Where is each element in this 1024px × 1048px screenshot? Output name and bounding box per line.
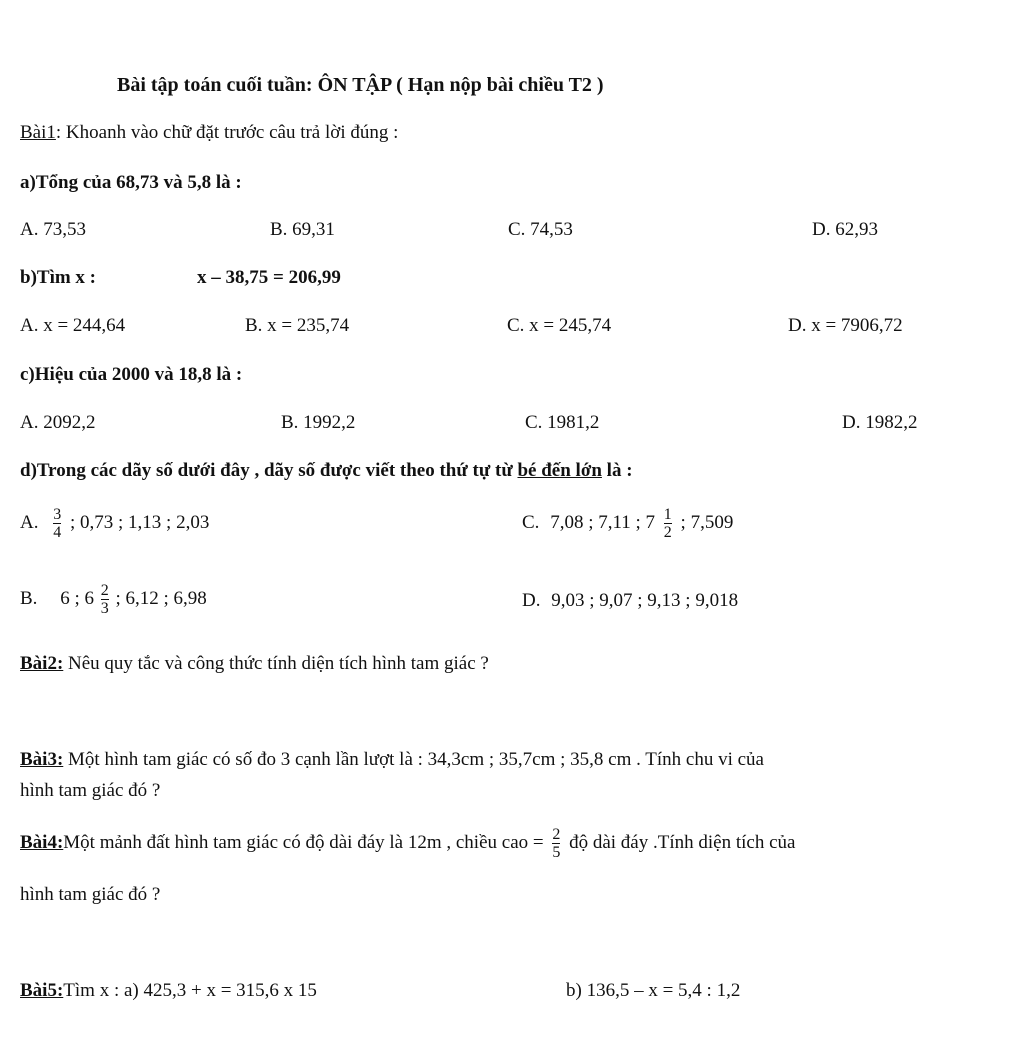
bai4-label: Bài4:	[20, 831, 64, 853]
bai4	[20, 826, 795, 861]
option-d-A-rest: ; 0,73 ; 1,13 ; 2,03	[69, 511, 210, 533]
bai5-part-a: Tìm x : a) 425,3 + x = 315,6 x 15	[63, 980, 317, 1001]
option-d-B-rest: ; 6,12 ; 6,98	[115, 587, 207, 609]
option-b-C[interactable]: C. x = 245,74	[507, 315, 612, 336]
bai3-text: Một hình tam giác có số đo 3 cạnh lần lượt là : 34,3cm ; 35,7cm ; 35,8 cm . Tính chu vi của	[63, 749, 764, 770]
bai3-label: Bài3:	[20, 749, 64, 770]
option-a-C[interactable]: C. 74,53	[508, 219, 573, 240]
question-b-equation: x – 38,75 = 206,99	[197, 267, 341, 288]
bai1-heading	[20, 122, 398, 144]
option-d-A-letter: A.	[20, 511, 39, 533]
option-d-C-pre: 7,08 ; 7,11 ; 7	[550, 511, 656, 533]
question-a: a)Tổng của 68,73 và 5,8 là :	[20, 172, 242, 193]
option-c-B[interactable]: B. 1992,2	[281, 412, 356, 433]
option-b-A[interactable]: A. x = 244,64	[20, 315, 126, 336]
option-c-C[interactable]: C. 1981,2	[525, 412, 600, 433]
option-d-B-frac-num: 2	[100, 582, 109, 599]
option-d-C-frac-den: 2	[663, 524, 672, 541]
bai3-line2: hình tam giác đó ?	[20, 780, 161, 801]
bai4-text-pre: Một mảnh đất hình tam giác có độ dài đáy là 12m , chiều cao =	[63, 831, 544, 853]
bai4-line2: hình tam giác đó ?	[20, 884, 161, 905]
bai4-text-post: độ dài đáy .Tính diện tích của	[569, 831, 796, 853]
option-c-D[interactable]: D. 1982,2	[842, 412, 918, 433]
option-b-B[interactable]: B. x = 235,74	[245, 315, 350, 336]
question-d	[20, 460, 633, 482]
bai5-part-b: b) 136,5 – x = 5,4 : 1,2	[566, 980, 741, 1001]
option-d-A-frac-den: 4	[53, 524, 62, 541]
option-d-B[interactable]	[20, 582, 207, 617]
option-d-A-fraction	[53, 506, 61, 541]
bai5-label: Bài5:	[20, 980, 64, 1001]
option-d-C[interactable]	[522, 506, 733, 541]
option-d-B-fraction	[101, 582, 109, 617]
option-c-A[interactable]: A. 2092,2	[20, 412, 96, 433]
option-d-B-pre: 6 ; 6	[60, 587, 94, 609]
bai2	[20, 653, 489, 675]
question-d-underlined: bé đến lớn	[517, 460, 602, 481]
bai4-frac-den: 5	[552, 844, 561, 861]
option-d-C-rest: ; 7,509	[680, 511, 734, 533]
question-d-pre: d)Trong các dãy số dưới đây , dãy số được viết theo thứ tự từ	[20, 460, 518, 481]
option-d-B-frac-den: 3	[100, 600, 109, 617]
bai2-label: Bài2:	[20, 653, 64, 674]
option-b-D[interactable]: D. x = 7906,72	[788, 315, 903, 336]
option-d-D-letter: D.	[522, 590, 541, 611]
option-d-C-fraction	[664, 506, 672, 541]
option-d-C-frac-num: 1	[663, 506, 672, 523]
option-d-B-letter: B.	[20, 587, 38, 609]
question-d-post: là :	[601, 460, 633, 481]
option-d-D-text: 9,03 ; 9,07 ; 9,13 ; 9,018	[551, 590, 739, 611]
question-b: b)Tìm x :	[20, 267, 96, 288]
bai1-label: Bài1	[20, 122, 56, 143]
bai2-text: Nêu quy tắc và công thức tính diện tích hình tam giác ?	[63, 653, 489, 674]
option-d-A[interactable]	[20, 506, 209, 541]
bai4-fraction	[552, 826, 560, 861]
option-d-A-frac-num: 3	[53, 506, 62, 523]
bai4-frac-num: 2	[552, 826, 561, 843]
page-title: Bài tập toán cuối tuần: ÔN TẬP ( Hạn nộp bài chiều T2 )	[117, 74, 604, 96]
bai5	[20, 980, 317, 1002]
option-d-D[interactable]	[522, 590, 738, 612]
question-c: c)Hiệu của 2000 và 18,8 là :	[20, 364, 243, 385]
bai3	[20, 749, 764, 771]
option-d-C-letter: C.	[522, 511, 540, 533]
option-a-B[interactable]: B. 69,31	[270, 219, 335, 240]
option-a-A[interactable]: A. 73,53	[20, 219, 86, 240]
option-a-D[interactable]: D. 62,93	[812, 219, 878, 240]
bai1-instruction: : Khoanh vào chữ đặt trước câu trả lời đúng :	[55, 122, 399, 143]
